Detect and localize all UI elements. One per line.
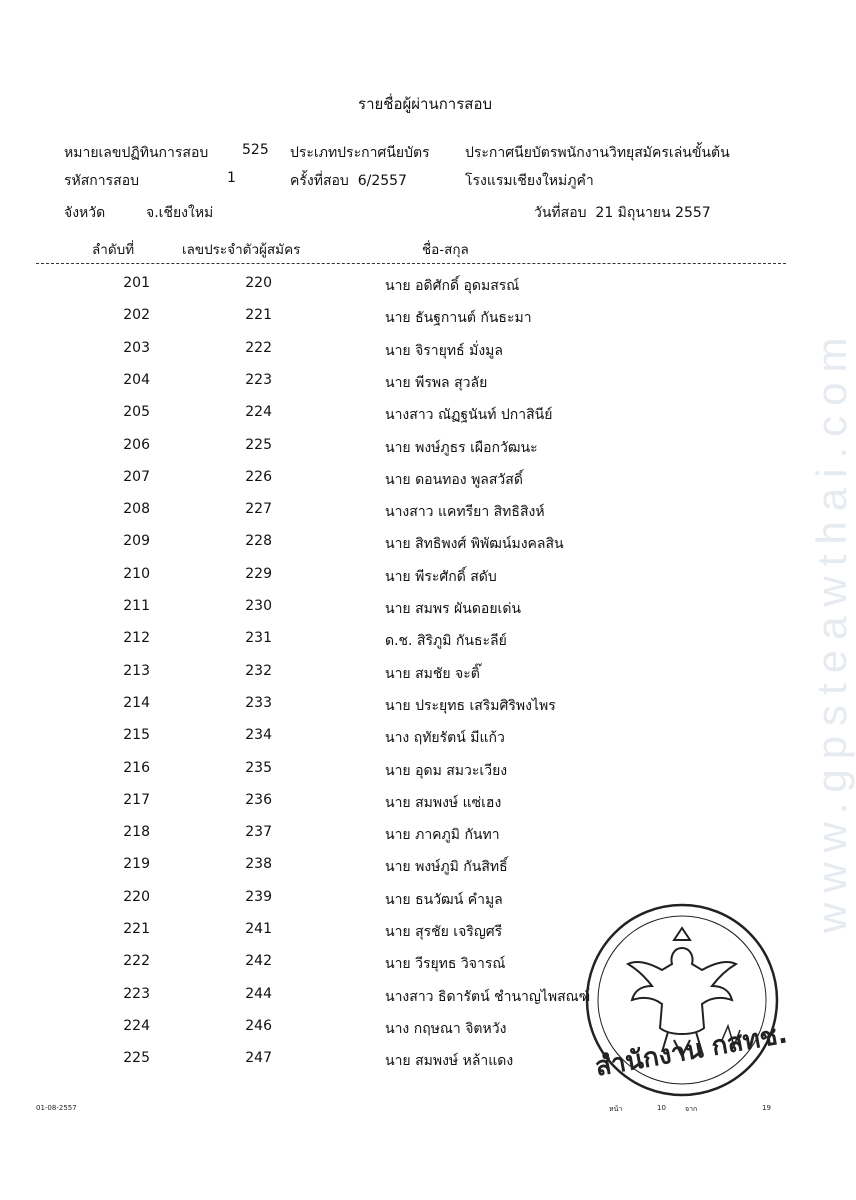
candidate-id: 235 — [245, 760, 272, 776]
candidate-name: นาย ดอนทอง พูลสวัสดิ์ — [385, 472, 523, 488]
exam-calendar-value: 525 — [242, 142, 269, 158]
candidate-name: นาย ธนวัฒน์ คำมูล — [385, 892, 503, 908]
cert-name: ประกาศนียบัตรพนักงานวิทยุสมัครเล่นขั้นต้น — [465, 145, 730, 161]
table-row — [0, 404, 850, 428]
candidate-id: 236 — [245, 792, 272, 808]
candidate-id: 225 — [245, 437, 272, 453]
candidate-id: 231 — [245, 630, 272, 646]
candidate-name: นางสาว ณัฏฐนันท์ ปกาสินีย์ — [385, 407, 553, 423]
candidate-id: 233 — [245, 695, 272, 711]
table-row — [0, 695, 850, 719]
candidate-name: นาย สมพร ผันดอยเด่น — [385, 601, 521, 617]
table-row — [0, 437, 850, 461]
exam-code-value: 1 — [227, 170, 236, 186]
row-number: 211 — [123, 598, 150, 614]
table-row — [0, 727, 850, 751]
row-number: 206 — [123, 437, 150, 453]
row-number: 219 — [123, 856, 150, 872]
document-title: รายชื่อผู้ผ่านการสอบ — [358, 95, 492, 113]
candidate-id: 221 — [245, 307, 272, 323]
candidate-name: นาย อุดม สมวะเวียง — [385, 763, 508, 779]
row-number: 225 — [123, 1050, 150, 1066]
total-pages: 19 — [762, 1104, 771, 1112]
candidate-name: ด.ช. สิริภูมิ กันธะลีย์ — [385, 633, 507, 649]
row-number: 212 — [123, 630, 150, 646]
candidate-name: นาย ภาคภูมิ กันทา — [385, 827, 500, 843]
row-number: 218 — [123, 824, 150, 840]
column-header-candidate-id: เลขประจำตัวผู้สมัคร — [182, 242, 301, 258]
candidate-id: 246 — [245, 1018, 272, 1034]
exam-round — [290, 170, 407, 192]
exam-code-label: รหัสการสอบ — [64, 173, 139, 189]
table-row — [0, 469, 850, 493]
row-number: 208 — [123, 501, 150, 517]
of-label: จาก — [685, 1105, 698, 1113]
candidate-id: 226 — [245, 469, 272, 485]
row-number: 217 — [123, 792, 150, 808]
page-number: 10 — [657, 1104, 666, 1112]
candidate-id: 234 — [245, 727, 272, 743]
table-row — [0, 372, 850, 396]
table-row — [0, 275, 850, 299]
row-number: 224 — [123, 1018, 150, 1034]
candidate-id: 229 — [245, 566, 272, 582]
candidate-name: นาย ธันฐกานต์ กันธะมา — [385, 310, 532, 326]
row-number: 209 — [123, 533, 150, 549]
candidate-name: นาย สุรชัย เจริญศรี — [385, 924, 503, 940]
print-date: 01-08-2557 — [36, 1104, 77, 1112]
row-number: 221 — [123, 921, 150, 937]
candidate-id: 238 — [245, 856, 272, 872]
table-row — [0, 792, 850, 816]
watermark: www.gpsteawthai.com — [808, 327, 855, 933]
candidate-name: นาง ฤทัยรัตน์ มีแก้ว — [385, 730, 505, 746]
candidate-id: 237 — [245, 824, 272, 840]
row-number: 202 — [123, 307, 150, 323]
table-row — [0, 856, 850, 880]
row-number: 205 — [123, 404, 150, 420]
page-label: หน้า — [609, 1105, 623, 1113]
row-number: 201 — [123, 275, 150, 291]
round-label: ครั้งที่สอบ — [290, 173, 349, 189]
table-row — [0, 501, 850, 525]
candidate-name: นาย ประยุทธ เสริมศิริพงไพร — [385, 698, 556, 714]
candidate-id: 230 — [245, 598, 272, 614]
province-value: จ.เชียงใหม่ — [146, 205, 214, 221]
candidate-id: 239 — [245, 889, 272, 905]
table-row — [0, 566, 850, 590]
candidate-id: 244 — [245, 986, 272, 1002]
candidate-name: นาย สมชัย จะติ๊ — [385, 666, 480, 682]
table-row — [0, 824, 850, 848]
table-row — [0, 340, 850, 364]
exam-date-label: วันที่สอบ — [534, 205, 587, 221]
candidate-name: นาย พงษ์ภูธร เผือกวัฒนะ — [385, 440, 538, 456]
candidate-id: 247 — [245, 1050, 272, 1066]
table-row — [0, 630, 850, 654]
seal-text: สำนักงาน กสทช. — [592, 1019, 790, 1083]
candidate-name: นาย วีรยุทธ วิจารณ์ — [385, 956, 506, 972]
province-label: จังหวัด — [64, 205, 106, 221]
candidate-id: 242 — [245, 953, 272, 969]
candidate-name: นางสาว ธิดารัตน์ ชำนาญไพสณฑ์ — [385, 989, 591, 1005]
candidate-name: นาย พงษ์ภูมิ กันสิทธิ์ — [385, 859, 508, 875]
table-row — [0, 307, 850, 331]
candidate-id: 222 — [245, 340, 272, 356]
row-number: 204 — [123, 372, 150, 388]
row-number: 216 — [123, 760, 150, 776]
candidate-name: นาย จิรายุทธ์ มั่งมูล — [385, 343, 503, 359]
candidate-id: 232 — [245, 663, 272, 679]
candidate-id: 223 — [245, 372, 272, 388]
row-number: 210 — [123, 566, 150, 582]
candidate-name: นาย สมพงษ์ แซ่เฮง — [385, 795, 502, 811]
header-divider — [36, 263, 786, 264]
candidate-name: นาง กฤษณา จิตหวัง — [385, 1021, 507, 1037]
candidate-name: นาย พีรพล สุวลัย — [385, 375, 488, 391]
row-number: 223 — [123, 986, 150, 1002]
candidate-name: นางสาว แคทรียา สิทธิสิงห์ — [385, 504, 545, 520]
candidate-name: นาย สิทธิพงศ์ พิพัฒน์มงคลสิน — [385, 536, 564, 552]
candidate-id: 228 — [245, 533, 272, 549]
candidate-name: นาย อดิศักดิ์ อุดมสรณ์ — [385, 278, 520, 294]
candidate-id: 220 — [245, 275, 272, 291]
row-number: 215 — [123, 727, 150, 743]
candidate-name: นาย พีระศักดิ์ สดับ — [385, 569, 497, 585]
table-row — [0, 760, 850, 784]
exam-date — [534, 202, 711, 224]
column-header-no: ลำดับที่ — [92, 242, 135, 258]
table-row — [0, 663, 850, 687]
table-row — [0, 533, 850, 557]
candidate-id: 241 — [245, 921, 272, 937]
column-header-name: ชื่อ-สกุล — [422, 242, 469, 258]
row-number: 222 — [123, 953, 150, 969]
row-number: 214 — [123, 695, 150, 711]
table-row — [0, 598, 850, 622]
cert-type-label: ประเภทประกาศนียบัตร — [290, 145, 430, 161]
candidate-id: 224 — [245, 404, 272, 420]
exam-calendar-label: หมายเลขปฏิทินการสอบ — [64, 145, 209, 161]
round-value: 6/2557 — [357, 173, 407, 189]
candidate-name: นาย สมพงษ์ หล้าแดง — [385, 1053, 514, 1069]
row-number: 220 — [123, 889, 150, 905]
row-number: 213 — [123, 663, 150, 679]
row-number: 207 — [123, 469, 150, 485]
exam-date-value: 21 มิถุนายน 2557 — [595, 205, 711, 221]
venue: โรงแรมเชียงใหม่ภูคำ — [465, 173, 594, 189]
row-number: 203 — [123, 340, 150, 356]
candidate-id: 227 — [245, 501, 272, 517]
